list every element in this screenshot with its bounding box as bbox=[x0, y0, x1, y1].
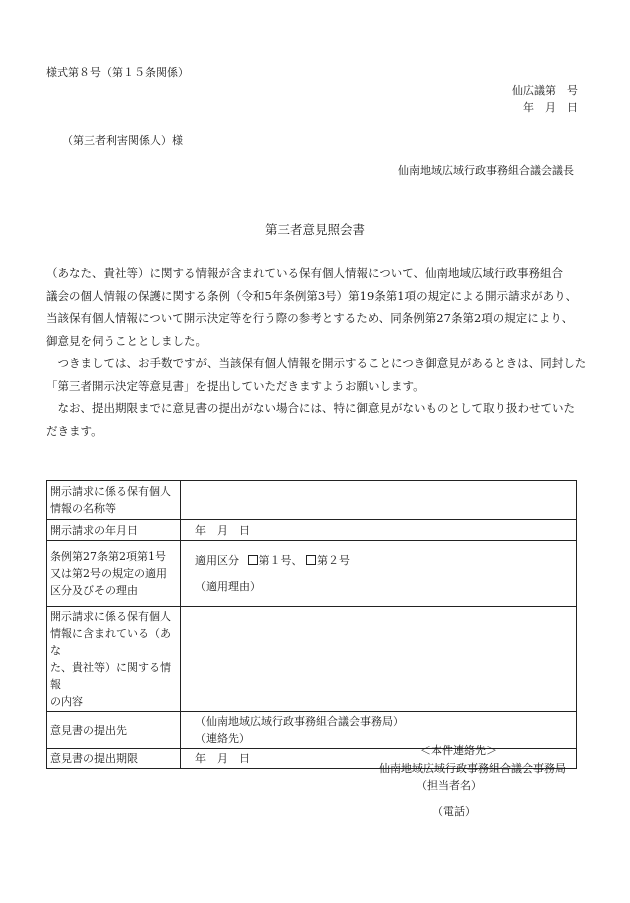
body-line: なお、提出期限までに意見書の提出がない場合には、特に御意見がないものとして取り扱わせていた bbox=[46, 401, 575, 415]
table-row bbox=[47, 520, 577, 541]
body-text bbox=[46, 262, 590, 442]
sender: 仙南地域広域行政事務組合議会議長 bbox=[398, 164, 574, 177]
table-row bbox=[47, 541, 577, 607]
checkbox-item-1-label: 第１号、 bbox=[258, 554, 303, 567]
value-submission-address: （仙南地域広域行政事務組合議会事務局） （連絡先） bbox=[181, 712, 577, 749]
table-row bbox=[47, 607, 577, 712]
contact-heading: ＜本件連絡先＞ bbox=[420, 744, 497, 757]
label-request-date: 開示請求の年月日 bbox=[47, 520, 181, 541]
label-submission-address: 意見書の提出先 bbox=[47, 712, 181, 749]
checkbox-item-2-label: 第２号 bbox=[317, 554, 350, 567]
body-line: だきます。 bbox=[46, 423, 103, 438]
value-application-category bbox=[181, 541, 577, 607]
value-request-date[interactable]: 年 月 日 bbox=[181, 520, 577, 541]
label-related-info-content: 開示請求に係る保有個人 情報に含まれている（あな た、貴社等）に関する情報 の内容 bbox=[47, 607, 181, 712]
checkbox-item-1[interactable] bbox=[248, 555, 258, 565]
body-line: 当該保有個人情報について開示決定等を行う際の参考とするため、同条例第27条第2項の規定により、 bbox=[46, 311, 574, 325]
table-row bbox=[47, 481, 577, 520]
info-table bbox=[46, 480, 577, 769]
value-requested-info-name[interactable] bbox=[181, 481, 577, 520]
category-prefix: 適用区分 bbox=[195, 554, 239, 567]
value-related-info-content[interactable] bbox=[181, 607, 577, 712]
checkbox-item-2[interactable] bbox=[306, 555, 316, 565]
label-submission-deadline: 意見書の提出期限 bbox=[47, 749, 181, 769]
label-requested-info-name: 開示請求に係る保有個人 情報の名称等 bbox=[47, 481, 181, 520]
contact-office: 仙南地域広域行政事務組合議会事務局 bbox=[379, 762, 566, 775]
table-row bbox=[47, 712, 577, 749]
body-line: 「第三者開示決定等意見書」を提出していただきますようお願いします。 bbox=[46, 378, 425, 393]
reference-number: 仙広議第 号 bbox=[512, 84, 578, 97]
addressee: （第三者利害関係人）様 bbox=[62, 134, 183, 147]
body-line: （あなた、貴社等）に関する情報が含まれている保有個人情報について、仙南地域広域行政事務組合 bbox=[46, 266, 564, 280]
body-line: 御意見を伺うこととしました。 bbox=[46, 333, 207, 348]
body-line: 議会の個人情報の保護に関する条例（令和5年条例第3号）第19条第1項の規定による開示請求があり、 bbox=[46, 288, 578, 303]
body-line: つきましては、お手数ですが、当該保有個人情報を開示することにつき御意見があるときは、同封した bbox=[46, 356, 587, 370]
application-reason: （適用理由） bbox=[195, 580, 261, 593]
form-number: 様式第８号（第１５条関係） bbox=[46, 66, 189, 79]
value-submission-deadline[interactable]: 年 月 日 bbox=[181, 749, 577, 769]
label-application-category: 条例第27条第2項第1号 又は第2号の規定の適用 区分及びその理由 bbox=[47, 541, 181, 607]
contact-person: （担当者名） bbox=[416, 779, 482, 792]
issue-date: 年 月 日 bbox=[523, 101, 578, 114]
contact-phone: （電話） bbox=[432, 805, 476, 818]
document-title: 第三者意見照会書 bbox=[264, 222, 365, 237]
